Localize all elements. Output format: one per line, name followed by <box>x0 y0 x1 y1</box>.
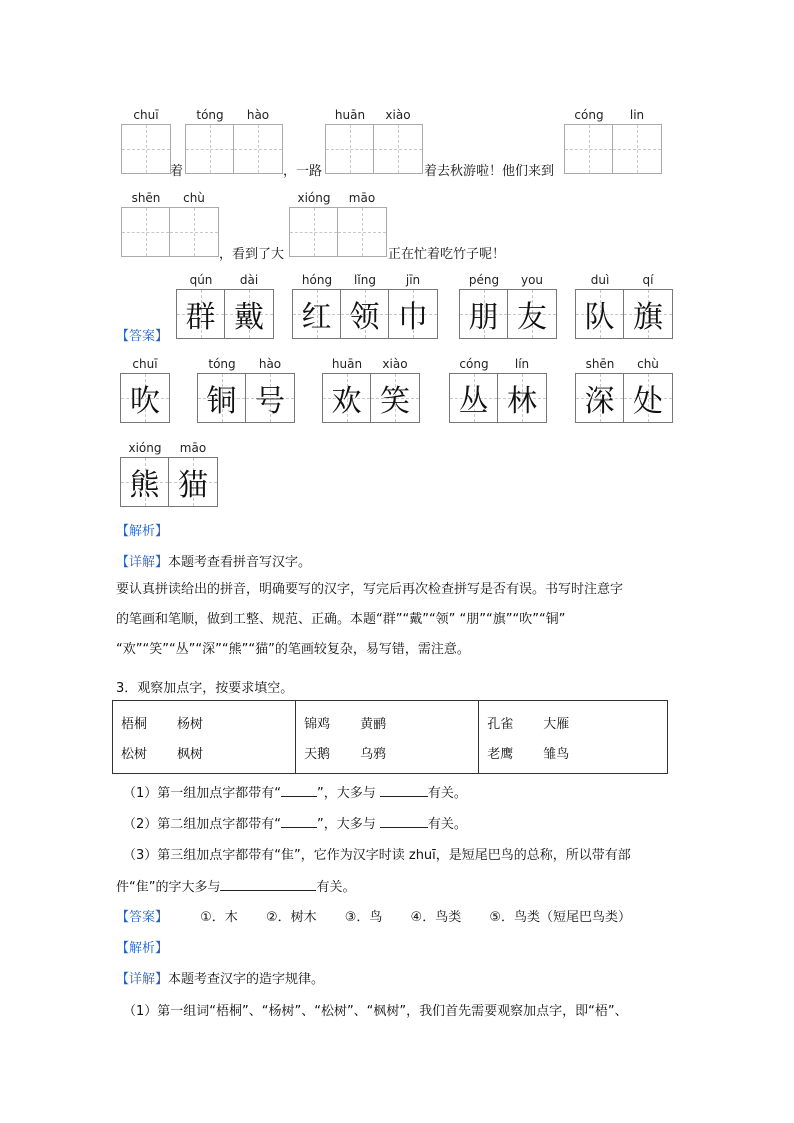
detail-text: 本题考查汉字的造字规律。 <box>168 972 325 987</box>
sentence-text: ，看到了大 <box>219 247 285 262</box>
answer-character: 笑 <box>380 384 410 419</box>
word-group-1 <box>113 701 296 774</box>
grid-cell <box>389 273 437 338</box>
q3-answer-line <box>116 906 631 925</box>
answer-label: 【答案】 <box>116 910 169 925</box>
word: 梧桐 <box>121 716 148 732</box>
answer-character: 号 <box>255 384 285 419</box>
detail-line <box>116 968 324 987</box>
pinyin-label: xiào <box>385 108 411 122</box>
grid-cell <box>341 273 389 338</box>
pinyin-label: péng <box>468 273 500 287</box>
answer-grid <box>197 357 295 423</box>
sub-question-text: （1）第一组加点字都带有“ <box>123 786 282 801</box>
answer-label: 【答案】 <box>116 329 169 344</box>
answer-item: ⑤．鸟类（短尾巴鸟类） <box>489 910 631 925</box>
pinyin-grid <box>121 108 171 174</box>
answer-grid <box>575 357 673 423</box>
grid-cell <box>246 357 294 422</box>
word: 天鹅 <box>304 746 331 762</box>
pinyin-label: huān <box>334 108 366 122</box>
detail-label: 【详解】 <box>116 972 169 987</box>
pinyin-label: huān <box>331 357 363 371</box>
answer-item: ①．木 <box>200 910 238 925</box>
answer-character: 旗 <box>633 300 663 335</box>
detail-text: 本题考查看拼音写汉字。 <box>168 555 312 570</box>
grid-cell <box>624 357 672 422</box>
pinyin-label: hào <box>246 108 270 122</box>
sentence-text: 着去秋游啦！他们来到 <box>424 164 555 179</box>
answer-grid <box>292 273 438 339</box>
detail-line <box>116 551 311 570</box>
pinyin-label: shēn <box>585 357 615 371</box>
sub-question-text: ”，大多与 <box>317 817 380 832</box>
word: 杨树 <box>177 716 204 732</box>
sub-question-text: ”，大多与 <box>317 786 380 801</box>
word: 大雁 <box>543 716 570 732</box>
pinyin-label: chù <box>183 191 205 205</box>
pinyin-label: shēn <box>131 191 161 205</box>
word: 乌鸦 <box>360 746 387 762</box>
answer-character: 红 <box>301 300 332 335</box>
paragraph-line: 要认真拼读给出的拼音，明确要写的汉字，写完后再次检查拼写是否有误。书写时注意字 <box>116 582 624 597</box>
word-group-2 <box>296 701 479 774</box>
pinyin-grid <box>325 108 423 174</box>
grid-cell <box>198 357 246 422</box>
answer-item: ②．树木 <box>265 910 317 925</box>
sentence-text: ，一路 <box>283 164 323 179</box>
paragraph-line: （1）第一组词“梧桐”、“杨树”、“松树”、“枫树”，我们首先需要观察加点字，即“梧”、 <box>123 1004 628 1019</box>
grid-cell <box>371 357 419 422</box>
pinyin-label: lǐng <box>354 273 376 287</box>
word-groups-table <box>112 700 668 774</box>
answer-item: ③．鸟 <box>344 910 383 925</box>
pinyin-grid <box>564 108 662 174</box>
answer-character: 队 <box>584 300 615 335</box>
answer-blank[interactable] <box>220 890 316 891</box>
pinyin-label: tóng <box>208 357 236 371</box>
answer-character: 铜 <box>206 384 237 419</box>
detail-label: 【详解】 <box>116 555 169 570</box>
answer-character: 丛 <box>458 384 489 419</box>
pinyin-label: jīn <box>405 273 421 287</box>
pinyin-label: chuī <box>133 108 159 122</box>
paragraph-line: 的笔画和笔顺，做到工整、规范、正确。本题“群”“戴”“领” “朋”“旗”“吹”“铜” <box>116 612 566 627</box>
answer-character: 深 <box>584 384 615 419</box>
answer-grid <box>575 273 673 339</box>
paragraph-line: “欢”“笑”“丛”“深”“熊”“猫”的笔画较复杂，易写错，需注意。 <box>116 642 470 657</box>
pinyin-label: xiào <box>382 357 408 371</box>
sub-question-text: （2）第二组加点字都带有“ <box>123 817 282 832</box>
answer-character: 巾 <box>398 300 428 335</box>
answer-character: 熊 <box>129 468 160 503</box>
word: 松树 <box>121 746 148 762</box>
word: 枫树 <box>177 746 204 762</box>
sub-question-2 <box>123 813 467 832</box>
pinyin-label: xióng <box>128 441 162 455</box>
pinyin-label: cóng <box>459 357 489 371</box>
pinyin-label: dài <box>239 273 259 287</box>
word: 黄鹂 <box>360 716 387 732</box>
pinyin-label: lin <box>629 108 645 122</box>
grid-cell <box>177 273 225 338</box>
explanation-paragraph <box>116 578 676 662</box>
grid-cell <box>169 441 217 506</box>
pinyin-label: chuī <box>132 357 158 371</box>
grid-cell <box>225 273 273 338</box>
pinyin-label: qí <box>642 273 654 287</box>
pinyin-label: xióng <box>297 191 331 205</box>
grid-cell <box>498 357 546 422</box>
pinyin-grid <box>121 191 219 257</box>
word: 老鹰 <box>487 746 514 762</box>
grid-cell <box>323 357 371 422</box>
answer-grid <box>459 273 557 339</box>
answer-character: 群 <box>185 300 216 335</box>
sentence-text: 着 <box>170 164 184 179</box>
pinyin-label: tóng <box>196 108 224 122</box>
answer-character: 戴 <box>234 300 264 335</box>
sentence-text: 正在忙着吃竹子呢！ <box>388 247 506 262</box>
answer-grid <box>449 357 547 423</box>
answer-blank[interactable] <box>281 796 317 797</box>
answer-grid <box>176 273 274 339</box>
word: 孔雀 <box>487 716 514 732</box>
sub-question-text: 有关。 <box>427 786 467 801</box>
sub-question-text: 有关。 <box>316 880 356 895</box>
grid-cell <box>450 357 498 422</box>
sub-question-1 <box>123 782 467 801</box>
pinyin-label: you <box>520 273 544 287</box>
answer-grid <box>120 357 170 423</box>
answer-character: 欢 <box>331 384 362 419</box>
pinyin-label: hóng <box>301 273 333 287</box>
pinyin-grid <box>289 191 387 257</box>
word-group-3 <box>479 701 668 774</box>
grid-cell <box>121 357 169 422</box>
answer-blank[interactable] <box>380 827 428 828</box>
answer-grid <box>322 357 420 423</box>
pinyin-label: chù <box>637 357 659 371</box>
answer-item: ④．鸟类 <box>410 910 462 925</box>
word: 锦鸡 <box>304 716 331 732</box>
sub-question-text: 件“隹”的字大多与 <box>116 880 221 895</box>
pinyin-label: māo <box>348 191 376 205</box>
grid-cell <box>576 273 624 338</box>
answer-character: 领 <box>349 300 380 335</box>
sub-question-3-line-2 <box>116 876 356 895</box>
grid-cell <box>624 273 672 338</box>
sub-question-text: 有关。 <box>427 817 467 832</box>
answer-character: 友 <box>517 300 547 335</box>
answer-character: 猫 <box>178 468 208 503</box>
answer-blank[interactable] <box>380 796 428 797</box>
grid-cell <box>508 273 556 338</box>
grid-cell <box>460 273 508 338</box>
answer-blank[interactable] <box>281 827 317 828</box>
pinyin-label: qún <box>189 273 213 287</box>
pinyin-label: duì <box>590 273 610 287</box>
question-3-title: 3．观察加点字，按要求填空。 <box>116 681 294 696</box>
answer-character: 吹 <box>130 384 160 419</box>
answer-character: 朋 <box>468 300 499 335</box>
analysis-label: 【解析】 <box>116 524 169 539</box>
answer-grid <box>120 441 218 507</box>
grid-cell <box>576 357 624 422</box>
grid-cell <box>121 441 169 506</box>
pinyin-label: māo <box>179 441 207 455</box>
answer-character: 处 <box>633 384 663 419</box>
sub-question-3-line-1: （3）第三组加点字都带有“隹”，它作为汉字时读 zhuī，是短尾巴鸟的总称，所以带有部 <box>123 848 631 863</box>
answer-character: 林 <box>507 384 537 419</box>
pinyin-label: lín <box>514 357 530 371</box>
grid-cell <box>293 273 341 338</box>
pinyin-grid <box>185 108 283 174</box>
word: 雏鸟 <box>543 746 570 762</box>
pinyin-label: hào <box>258 357 282 371</box>
pinyin-label: cóng <box>574 108 604 122</box>
analysis-label: 【解析】 <box>116 941 169 956</box>
